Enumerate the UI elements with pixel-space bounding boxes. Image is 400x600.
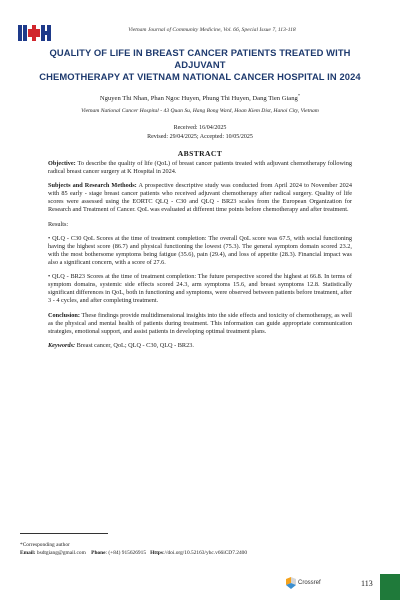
crossref-label[interactable]: Crossref	[298, 580, 321, 586]
journal-citation: Vietnam Journal of Community Medicine, Vol. 66, Special Issue 7, 113-118	[128, 27, 296, 33]
phone-value: : (+84) 915626915	[105, 550, 147, 556]
keywords-text: Breast cancer, QoL; QLQ - C30, QLQ - BR23.	[75, 342, 194, 350]
methods-paragraph	[48, 182, 352, 214]
keywords-paragraph	[48, 342, 352, 350]
corresponding-author-note: *Corresponding author	[20, 542, 70, 548]
conclusion-label: Conclusion:	[48, 311, 80, 319]
doi-link[interactable]: ://doi.org/10.52163/yhc.v66iCD7.2400	[162, 550, 248, 556]
result-c30-paragraph: • QLQ - C30 QoL Scores at the time of treatment completion: The overall QoL score was 67.5, with social functioning having the highest score (86.7) and physical functioning the lowest (75.3). The general symptom domain scored 23.2, with the most bothersome symptoms being fatigue (35.6), pain (29.4), and loss of appetite (28.3). Financial impact was also a significant concern, with a score of 27.6.	[48, 235, 352, 267]
results-label: Results:	[48, 220, 69, 228]
abstract-heading: ABSTRACT	[177, 149, 223, 158]
conclusion-paragraph	[48, 312, 352, 336]
email-link[interactable]: bsdtgiang@gmail.com	[35, 550, 86, 556]
article-title	[30, 47, 370, 83]
journal-logo-icon	[18, 23, 52, 43]
title-line-1: QUALITY OF LIFE IN BREAST CANCER PATIENTS TREATED WITH ADJUVANT	[49, 47, 351, 70]
crossref-logo-icon[interactable]	[286, 577, 296, 589]
received-date: Received: 16/04/2025	[173, 125, 227, 131]
objective-text: To describe the quality of life (QoL) of breast cancer patients treated with adjuvant chemotherapy following radical breast cancer surgery at K Hospital in 2024.	[48, 160, 352, 175]
abstract-body	[48, 160, 352, 357]
author-list	[20, 93, 380, 102]
objective-label: Objective:	[48, 160, 76, 167]
footnote-divider	[20, 533, 108, 534]
keywords-label: Keywords:	[48, 342, 76, 350]
email-label: Email:	[20, 550, 36, 556]
conclusion-text: These findings provide multidimensional insights into the side effects and toxicity of chemotherapy, as well as the physical and mental health of patients during treatment. This information can guide appropriate communication strategies, emotional support, and assist patients in developing optimal treatment plans.	[48, 311, 352, 335]
https-label: Https	[150, 550, 163, 556]
contact-line	[20, 549, 360, 557]
methods-text: A prospective descriptive study was conducted from April 2024 to November 2024 with 85 early - stage breast cancer patients who received adjuvant chemotherapy after radical surgery. Quality of life scores were assessed using the EORTC QLQ - C30 and QLQ - BR23 scales from the European Organization for Research and Treatment of Cancer. QoL was evaluated at different time points before chemotherapy and after treatment.	[48, 182, 352, 214]
article-dates	[20, 124, 380, 141]
revised-accepted-date: Revised: 29/04/2025; Accepted: 10/05/2025	[147, 133, 253, 140]
affiliation: Vietnam National Cancer Hospital - 43 Quan Su, Hang Bong Ward, Hoan Kiem Dist, Hanoi City, Vietnam	[81, 108, 319, 114]
footnote	[20, 541, 360, 557]
phone-label: Phone	[91, 550, 106, 556]
objective-paragraph	[48, 160, 352, 176]
title-line-2: CHEMOTHERAPY AT VIETNAM NATIONAL CANCER HOSPITAL IN 2024	[39, 71, 361, 82]
result-br23-paragraph: • QLQ - BR23 Scores at the time of treatment completion: The future perspective scored the highest at 66.8. In terms of symptom domains, systemic side effects scored 24.3, arm symptoms 15.6, and breast symptoms 12.8. Statistically significant differences in QoL, both in functioning and symptoms, were observed between patients before treatment, after 3 - 4 cycles, and after completing treatment.	[48, 273, 352, 305]
corresponding-mark: *	[297, 93, 301, 98]
author-names: Nguyen Thi Nhan, Phan Ngoc Huyen, Phung Thi Huyen, Dang Tien Giang	[99, 95, 298, 103]
page-edge-tab	[380, 574, 400, 600]
page-number: 113	[361, 579, 373, 588]
methods-label: Subjects and Research Methods:	[48, 182, 137, 190]
